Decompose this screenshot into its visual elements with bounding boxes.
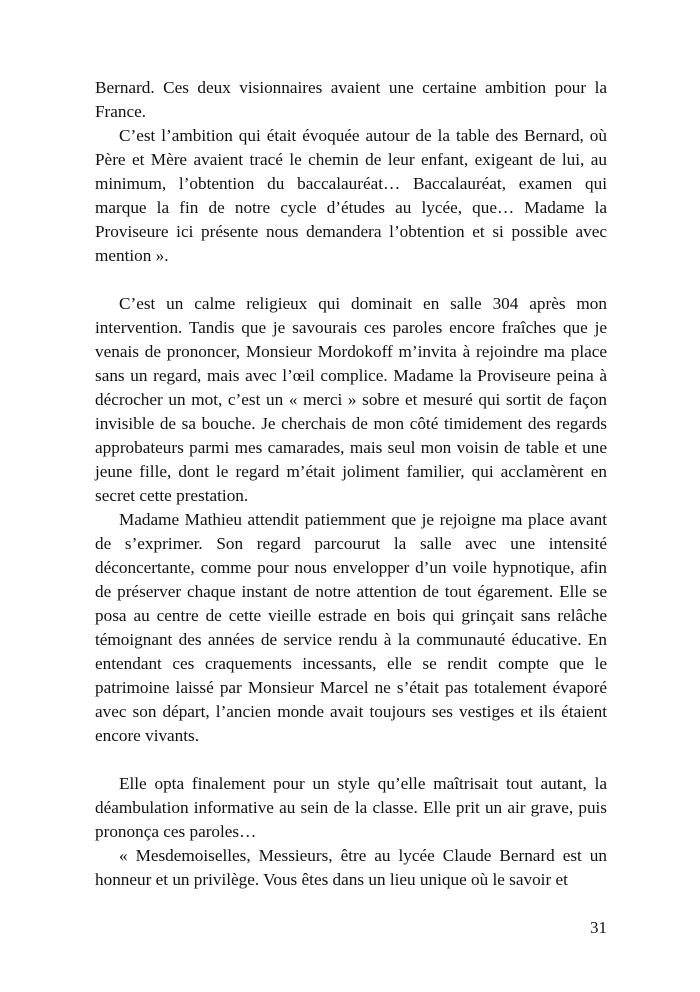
paragraph-continuation: Bernard. Ces deux visionnaires avaient une certaine ambition pour la France. [95,78,607,121]
paragraph: C’est un calme religieux qui dominait en salle 304 après mon intervention. Tandis que je savourais ces paroles encore fraîches que je venais de prononcer, Monsieur Mordokoff m’invita à rejoindre ma place sans un regard, mais avec l’œil complice. Madame la Proviseure peina à décrocher un mot, c’est un « merci » sobre et mesuré qui sortit de façon invisible de sa bouche. Je cherchais de mon côté timidement des regards approbateurs parmi mes camarades, mais seul mon voisin de table et une jeune fille, dont le regard m’était joliment familier, qui acclamèrent en secret cette prestation. [95,294,607,505]
paragraph: C’est l’ambition qui était évoquée autour de la table des Bernard, où Père et Mère avaient tracé le chemin de leur enfant, exigeant de lui, au minimum, l’obtention du baccalauréat… Baccalauréat, examen qui marque la fin de notre cycle d’études au lycée, que… Madame la Proviseure ici présente nous demandera l’obtention et si possible avec mention ». [95,126,607,265]
paragraph: Madame Mathieu attendit patiemment que je rejoigne ma place avant de s’exprimer. Son regard parcourut la salle avec une intensité déconcertante, comme pour nous envelopper d’un voile hypnotique, afin de préserver chaque instant de notre attention de tout égarement. Elle se posa au centre de cette vieille estrade en bois qui grinçait sans relâche témoignant des années de service rendu à la communauté éducative. En entendant ces craquements incessants, elle se rendit compte que le patrimoine laissé par Monsieur Marcel ne s’était pas totalement évaporé avec son départ, l’ancien monde avait toujours ses vestiges et ils étaient encore vivants. [95,510,607,745]
page-number: 31 [590,918,607,937]
paragraph: Elle opta finalement pour un style qu’elle maîtrisait tout autant, la déambulation informative au sein de la classe. Elle prit un air grave, puis prononça ces paroles… [95,774,607,841]
paragraph: « Mesdemoiselles, Messieurs, être au lycée Claude Bernard est un honneur et un privilège. Vous êtes dans un lieu unique où le savoir et [95,846,607,889]
body-text [95,76,607,892]
